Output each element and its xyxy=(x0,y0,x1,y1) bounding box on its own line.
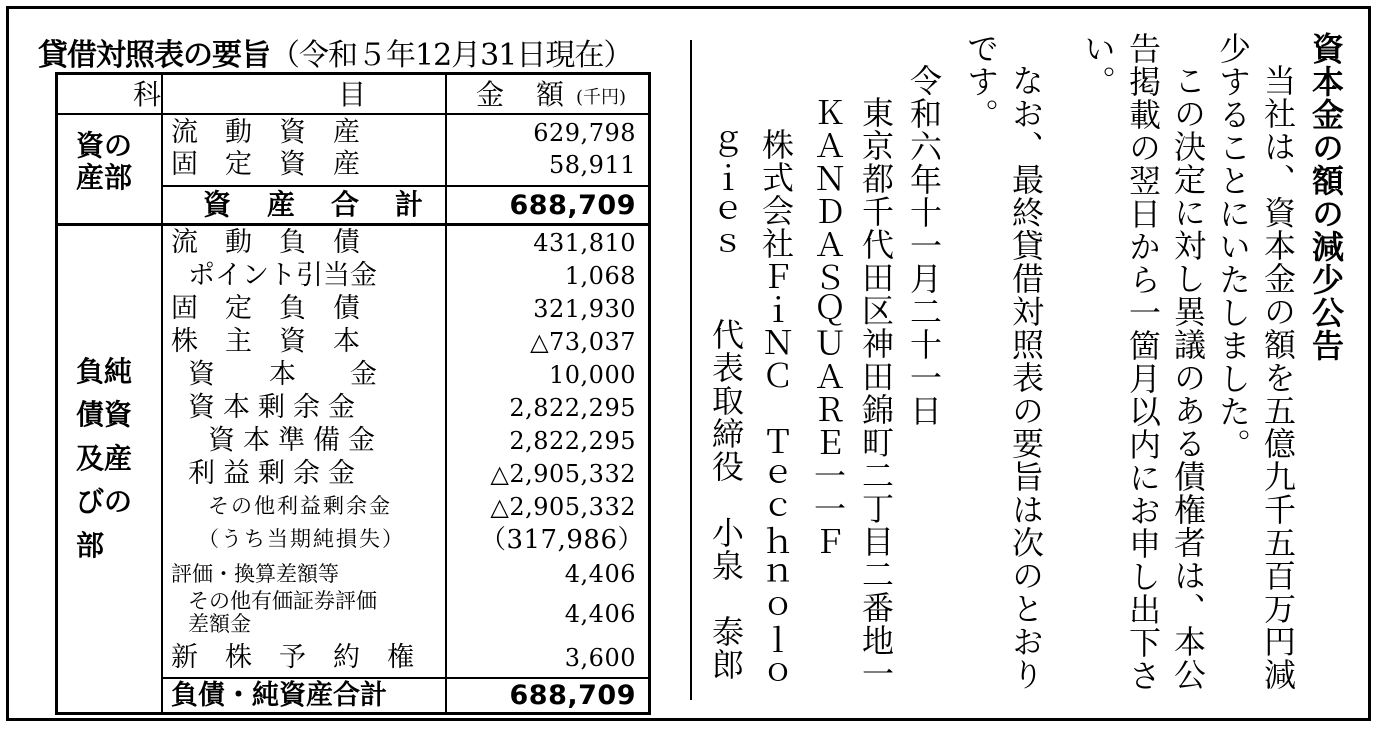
row-value: 4,406 xyxy=(564,560,636,588)
liab-total-line xyxy=(161,677,648,679)
row-value: △2,905,332 xyxy=(490,493,636,521)
row-label-cont: 差額金 xyxy=(188,612,251,636)
row-value: 58,911 xyxy=(549,151,636,179)
notice-building: ＫＡＮＤＡＳＱＵＡＲＥ一一Ｆ xyxy=(809,96,847,558)
liab-cat-line3: 及産 xyxy=(76,441,133,475)
value-divider xyxy=(445,75,447,712)
notice-representative: 代表取締役 小泉 泰郎 xyxy=(707,318,745,681)
notice-line-5: い。 xyxy=(1079,32,1117,98)
row-label: （うち当期純損失） xyxy=(198,527,405,551)
liab-cat-line4: びの xyxy=(76,485,133,519)
row-value: △2,905,332 xyxy=(490,460,636,488)
row-label: 資本剰余金 xyxy=(188,392,363,423)
liab-total-value: 688,709 xyxy=(509,680,636,711)
row-value: 3,600 xyxy=(564,644,636,672)
liab-cat-line2: 債資 xyxy=(76,398,133,432)
row-label: 利益剰余金 xyxy=(188,458,363,489)
row-value: △73,037 xyxy=(530,328,636,356)
notice-company: 株式会社ＦｉＮＣ Ｔｅｃｈｎｏｌｏ xyxy=(757,128,795,689)
notice-title: 資本金の額の減少公告 xyxy=(1307,32,1345,362)
notice-address: 東京都千代田区神田錦町二丁目二番地一 xyxy=(857,96,895,690)
balance-sheet-title xyxy=(38,30,632,74)
header-unit: (千円) xyxy=(576,87,627,108)
row-label: その他有価証券評価 xyxy=(188,589,377,613)
row-label: 資 本 金 xyxy=(188,359,377,390)
notice-company-cont: ｇｉｅｓ xyxy=(707,128,745,260)
row-value: （317,986） xyxy=(479,525,644,555)
row-value: 629,798 xyxy=(533,119,636,147)
header-gaku: 額 xyxy=(536,78,565,111)
row-label: 新 株 予 約 権 xyxy=(171,642,414,673)
row-value: 431,810 xyxy=(533,229,636,257)
bs-title-text: 貸借対照表の要旨 xyxy=(38,38,270,73)
notice-line-4: 告掲載の翌日から一箇月以内にお申し出下さ xyxy=(1124,32,1162,692)
row-label: 株 主 資 本 xyxy=(171,326,360,357)
row-label: 資本準備金 xyxy=(208,425,383,456)
liab-cat-line5: 部 xyxy=(76,528,105,562)
row-label: 固 定 負 債 xyxy=(171,293,360,324)
notice-line-1: 当社は、資本金の額を五億九千五百万円減 xyxy=(1259,64,1297,691)
liab-total-label: 負債・純資産合計 xyxy=(171,680,387,711)
balance-sheet-table xyxy=(55,72,651,715)
assets-category xyxy=(76,130,132,194)
notice-line-2: 少することにいたしました。 xyxy=(1214,32,1252,461)
liabilities-category xyxy=(76,350,132,567)
row-value: 4,406 xyxy=(564,600,636,628)
header-divider xyxy=(58,113,648,115)
assets-total-value: 688,709 xyxy=(509,190,636,221)
column-separator xyxy=(690,40,692,700)
row-label: 流 動 資 産 xyxy=(171,117,360,148)
row-value: 321,930 xyxy=(533,295,636,323)
assets-total-label: 資 産 合 計 xyxy=(203,188,428,221)
row-value: 2,822,295 xyxy=(509,427,636,455)
notice-line-7: です。 xyxy=(962,32,1000,131)
notice-line-3: この決定に対し異議のある債権者は、本公 xyxy=(1169,64,1207,691)
row-label: ポイント引当金 xyxy=(188,260,377,291)
bs-date: （令和５年12月31日現在） xyxy=(270,38,633,73)
row-label: 固 定 資 産 xyxy=(171,149,360,180)
notice-date: 令和六年十一月二十一日 xyxy=(905,64,943,427)
assets-cat-line2: 産部 xyxy=(76,161,133,195)
assets-cat-line1: 資の xyxy=(76,129,133,162)
row-value: 2,822,295 xyxy=(509,394,636,422)
assets-divider xyxy=(58,223,648,226)
notice-line-6: なお、最終貸借対照表の要旨は次のとおり xyxy=(1007,64,1045,691)
liab-cat-line1: 負純 xyxy=(76,355,133,388)
row-label: その他利益剰余金 xyxy=(208,494,392,518)
header-moku: 目 xyxy=(338,78,367,111)
row-label: 流 動 負 債 xyxy=(171,227,360,258)
assets-total-line xyxy=(161,185,648,187)
header-kamoku: 科 xyxy=(133,78,162,111)
row-label: 評価・換算差額等 xyxy=(171,562,339,586)
header-kin: 金 xyxy=(476,78,505,111)
row-value: 10,000 xyxy=(549,361,636,389)
row-value: 1,068 xyxy=(564,262,636,290)
category-divider xyxy=(161,75,163,712)
